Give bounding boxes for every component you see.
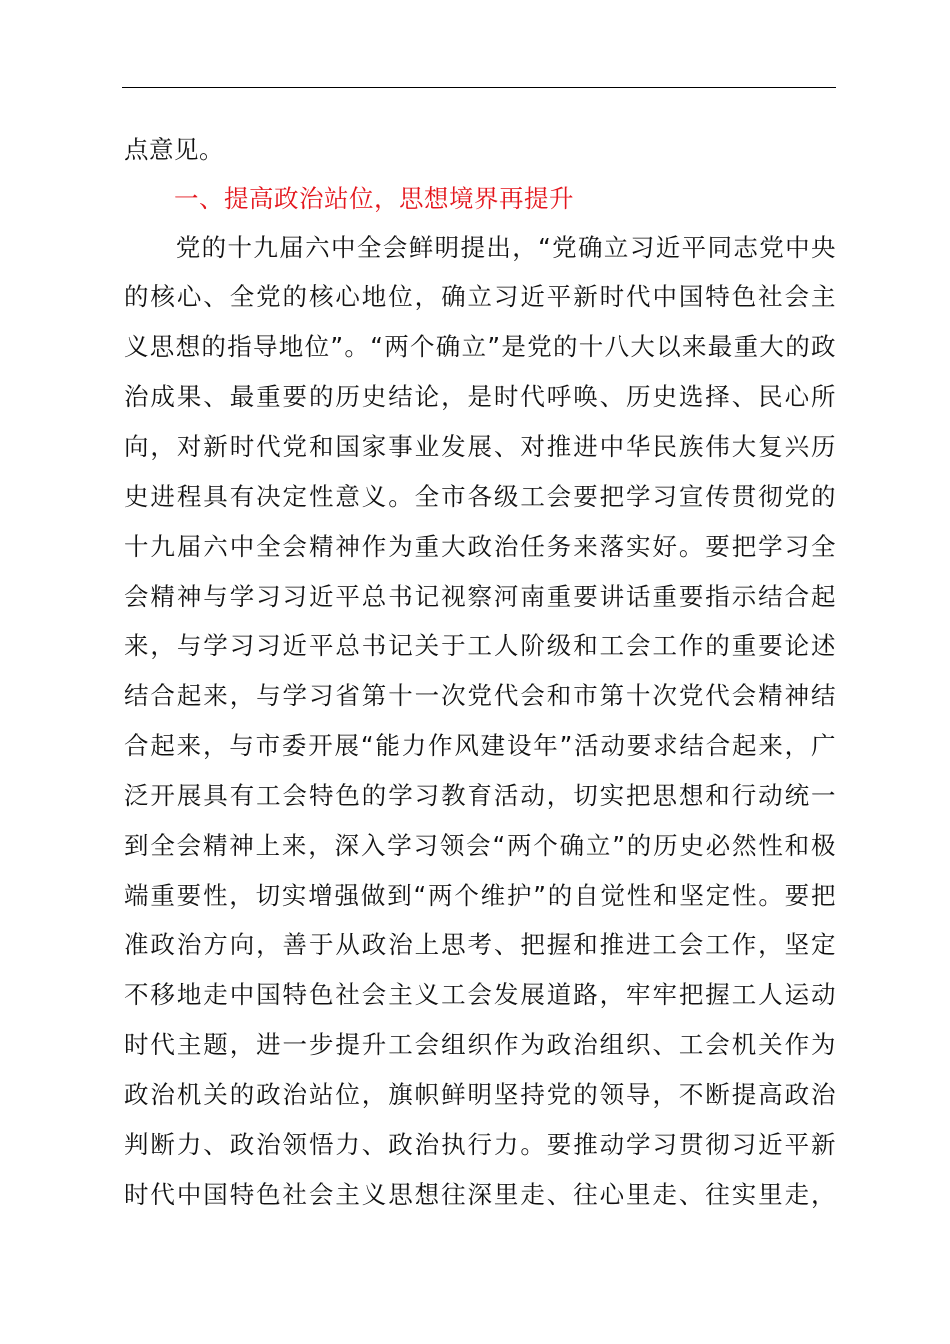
body-line: 到全会精神上来，深入学习领会“两个确立”的历史必然性和极 (124, 831, 836, 860)
body-line: 时代中国特色社会主义思想往深里走、往心里走、往实里走， (124, 1180, 836, 1209)
body-line: 判断力、政治领悟力、政治执行力。要推动学习贯彻习近平新 (124, 1130, 836, 1159)
body-line: 准政治方向，善于从政治上思考、把握和推进工会工作，坚定 (124, 930, 836, 959)
body-line: 时代主题，进一步提升工会组织作为政治组织、工会机关作为 (124, 1030, 836, 1059)
header-rule (122, 87, 836, 88)
body-line: 治成果、最重要的历史结论，是时代呼唤、历史选择、民心所 (124, 382, 836, 411)
body-line: 政治机关的政治站位，旗帜鲜明坚持党的领导，不断提高政治 (124, 1080, 836, 1109)
continuation-line: 点意见。 (124, 135, 224, 164)
body-line: 义思想的指导地位”。“两个确立”是党的十八大以来最重大的政 (124, 332, 836, 361)
body-line: 结合起来，与学习省第十一次党代会和市第十次党代会精神结 (124, 681, 836, 710)
body-line: 泛开展具有工会特色的学习教育活动，切实把思想和行动统一 (124, 781, 836, 810)
body-line: 来，与学习习近平总书记关于工人阶级和工会工作的重要论述 (124, 631, 836, 660)
body-line: 向，对新时代党和国家事业发展、对推进中华民族伟大复兴历 (124, 432, 836, 461)
body-line: 十九届六中全会精神作为重大政治任务来落实好。要把学习全 (124, 532, 836, 561)
body-line: 合起来，与市委开展“能力作风建设年”活动要求结合起来，广 (124, 731, 836, 760)
body-line: 端重要性，切实增强做到“两个维护”的自觉性和坚定性。要把 (124, 881, 836, 910)
body-line: 党的十九届六中全会鲜明提出，“党确立习近平同志党中央 (124, 233, 836, 262)
body-line: 的核心、全党的核心地位，确立习近平新时代中国特色社会主 (124, 282, 836, 311)
section-heading: 一、提高政治站位，思想境界再提升 (174, 184, 574, 213)
body-line: 不移地走中国特色社会主义工会发展道路，牢牢把握工人运动 (124, 980, 836, 1009)
body-line: 史进程具有决定性意义。全市各级工会要把学习宣传贯彻党的 (124, 482, 836, 511)
body-line: 会精神与学习习近平总书记视察河南重要讲话重要指示结合起 (124, 582, 836, 611)
